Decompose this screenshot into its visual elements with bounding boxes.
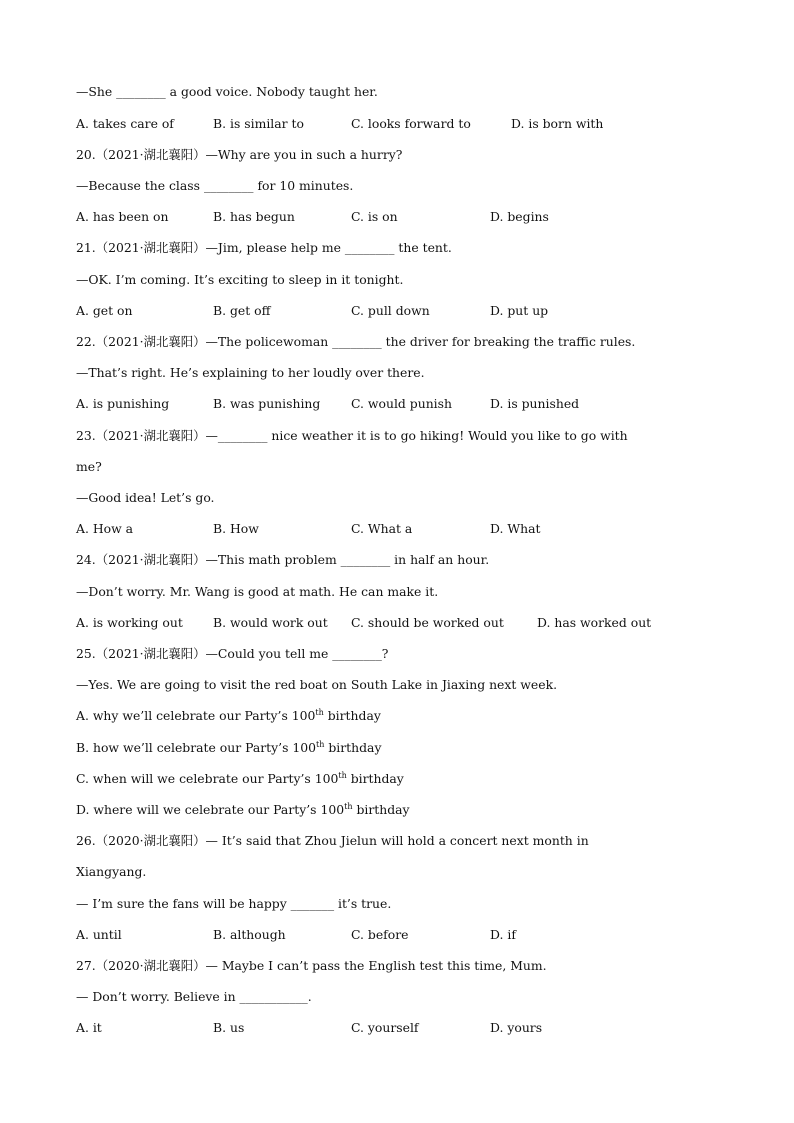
question-line: —She ________ a good voice. Nobody taught her. bbox=[76, 84, 378, 99]
question-line: 23.（2021·湖北襄阳）—________ nice weather it is to go hiking! Would you like to go with bbox=[76, 428, 628, 443]
question-line: 21.（2021·湖北襄阳）—Jim, please help me ________ the tent. bbox=[76, 240, 452, 255]
options-row bbox=[76, 615, 652, 631]
question-line: —Yes. We are going to visit the red boat on South Lake in Jiaxing next week. bbox=[76, 677, 558, 692]
option-a: A. it bbox=[76, 1020, 102, 1035]
options-row bbox=[76, 209, 549, 225]
option-d: D. begins bbox=[490, 209, 549, 224]
options-row bbox=[76, 396, 580, 412]
options-row bbox=[76, 303, 549, 319]
option-d: D. is punished bbox=[490, 396, 580, 411]
options-row bbox=[76, 927, 516, 943]
question-line: — Don’t worry. Believe in ___________. bbox=[76, 989, 312, 1004]
question-line: —Good idea! Let’s go. bbox=[76, 490, 215, 505]
option-a: A. takes care of bbox=[76, 116, 174, 131]
option-c: C. looks forward to bbox=[351, 116, 471, 131]
option-b: B. would work out bbox=[213, 615, 328, 630]
option-b: B. has begun bbox=[213, 209, 295, 224]
question-line: —OK. I’m coming. It’s exciting to sleep in it tonight. bbox=[76, 272, 404, 287]
question-line: 22.（2021·湖北襄阳）—The policewoman ________ the driver for breaking the traffic rules. bbox=[76, 334, 636, 349]
question-line: — I’m sure the fans will be happy _______ it’s true. bbox=[76, 896, 392, 911]
question-line: 26.（2020·湖北襄阳）— It’s said that Zhou Jielun will hold a concert next month in bbox=[76, 833, 589, 848]
option-c: C. should be worked out bbox=[351, 615, 504, 630]
option-c: C. is on bbox=[351, 209, 398, 224]
option-b: B. is similar to bbox=[213, 116, 304, 131]
option-d: D. is born with bbox=[511, 116, 604, 131]
question-line: me? bbox=[76, 459, 102, 474]
options-row bbox=[76, 116, 604, 132]
option-d: D. put up bbox=[490, 303, 549, 318]
option-d: D. has worked out bbox=[537, 615, 652, 630]
option-c: C. before bbox=[351, 927, 409, 942]
option-c: C. pull down bbox=[351, 303, 430, 318]
option-c: C. yourself bbox=[351, 1020, 419, 1035]
question-line: —That’s right. He’s explaining to her loudly over there. bbox=[76, 365, 425, 380]
option-b: B. was punishing bbox=[213, 396, 321, 411]
option-b: B. How bbox=[213, 521, 259, 536]
options-row bbox=[76, 521, 541, 537]
option-a: A. get on bbox=[76, 303, 133, 318]
option-a: A. until bbox=[76, 927, 122, 942]
option-b: B. although bbox=[213, 927, 286, 942]
option-d: D. if bbox=[490, 927, 516, 942]
option-c: C. would punish bbox=[351, 396, 452, 411]
question-line: Xiangyang. bbox=[76, 864, 147, 879]
option-b: B. how we’ll celebrate our Party’s 100th birthday bbox=[76, 739, 382, 755]
option-c: C. when will we celebrate our Party’s 100th birthday bbox=[76, 770, 404, 786]
question-line: 24.（2021·湖北襄阳）—This math problem ________ in half an hour. bbox=[76, 552, 490, 567]
option-a: A. How a bbox=[76, 521, 134, 536]
option-d: D. where will we celebrate our Party’s 100th birthday bbox=[76, 801, 410, 817]
option-a: A. has been on bbox=[76, 209, 169, 224]
options-row bbox=[76, 1020, 543, 1036]
option-d: D. What bbox=[490, 521, 541, 536]
question-line: —Because the class ________ for 10 minutes. bbox=[76, 178, 354, 193]
question-line: 25.（2021·湖北襄阳）—Could you tell me ________? bbox=[76, 646, 389, 661]
question-line: —Don’t worry. Mr. Wang is good at math. He can make it. bbox=[76, 584, 439, 599]
option-d: D. yours bbox=[490, 1020, 543, 1035]
option-b: B. us bbox=[213, 1020, 245, 1035]
option-a: A. why we’ll celebrate our Party’s 100th birthday bbox=[76, 707, 381, 723]
option-c: C. What a bbox=[351, 521, 413, 536]
option-a: A. is working out bbox=[76, 615, 183, 630]
question-line: 27.（2020·湖北襄阳）— Maybe I can’t pass the English test this time, Mum. bbox=[76, 958, 547, 973]
option-b: B. get off bbox=[213, 303, 271, 318]
question-line: 20.（2021·湖北襄阳）—Why are you in such a hurry? bbox=[76, 147, 403, 162]
option-a: A. is punishing bbox=[76, 396, 170, 411]
